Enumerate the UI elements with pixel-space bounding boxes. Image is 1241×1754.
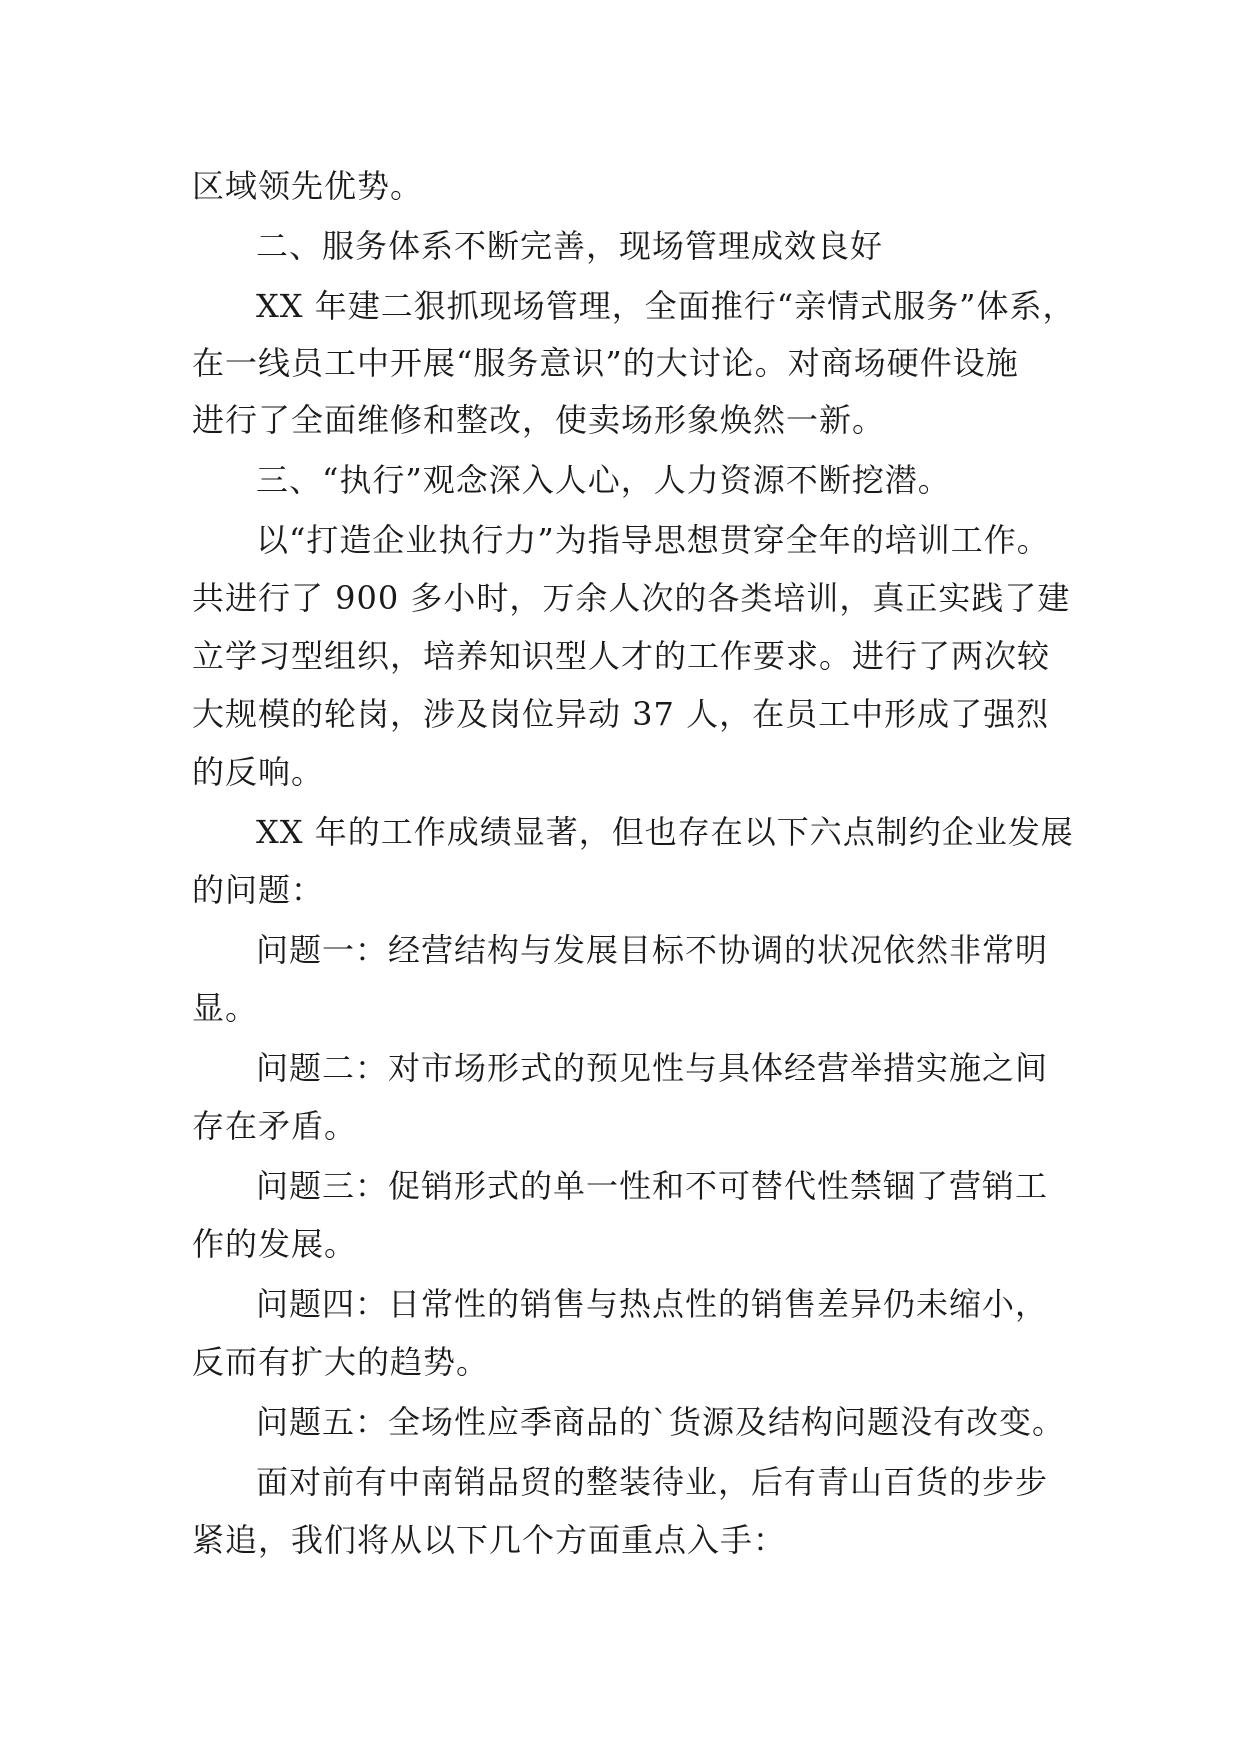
text-line: 面对前有中南销品贸的整装待业，后有青山百货的步步	[256, 1463, 1049, 1501]
text-line: 区域领先优势。	[192, 167, 424, 205]
text-line: 作的发展。	[192, 1225, 358, 1263]
text-line: 以“打造企业执行力”为指导思想贯穿全年的培训工作。	[256, 521, 1050, 559]
text-line: XX 年建二狠抓现场管理，全面推行“亲情式服务”体系，	[256, 287, 1076, 325]
text-line: 显。	[192, 989, 259, 1027]
text-line: 紧追，我们将从以下几个方面重点入手：	[192, 1521, 787, 1559]
text-line: 的反响。	[192, 753, 325, 791]
problem-item: 问题五：全场性应季商品的`货源及结构问题没有改变。	[256, 1403, 1066, 1441]
text-line: XX 年的工作成绩显著，但也存在以下六点制约企业发展	[256, 813, 1074, 851]
text-line: 在一线员工中开展“服务意识”的大讨论。对商场硬件设施	[192, 344, 1019, 382]
section-heading: 三、“执行”观念深入人心，人力资源不断挖潜。	[256, 461, 951, 499]
problem-item: 问题四：日常性的销售与热点性的销售差异仍未缩小，	[256, 1285, 1049, 1323]
text-line: 大规模的轮岗，涉及岗位异动 37 人，在员工中形成了强烈	[192, 695, 1050, 733]
text-line: 立学习型组织，培养知识型人才的工作要求。进行了两次较	[192, 637, 1051, 675]
section-heading: 二、服务体系不断完善，现场管理成效良好	[256, 227, 884, 265]
text-line: 的问题：	[192, 871, 325, 909]
text-line: 进行了全面维修和整改，使卖场形象焕然一新。	[192, 401, 886, 439]
problem-item: 问题一：经营结构与发展目标不协调的状况依然非常明	[256, 931, 1049, 969]
text-line: 反而有扩大的趋势。	[192, 1343, 490, 1381]
problem-item: 问题三：促销形式的单一性和不可替代性禁锢了营销工	[256, 1167, 1049, 1205]
problem-item: 问题二：对市场形式的预见性与具体经营举措实施之间	[256, 1049, 1049, 1087]
text-line: 存在矛盾。	[192, 1107, 358, 1145]
text-line: 共进行了 900 多小时，万余人次的各类培训，真正实践了建	[192, 579, 1071, 617]
